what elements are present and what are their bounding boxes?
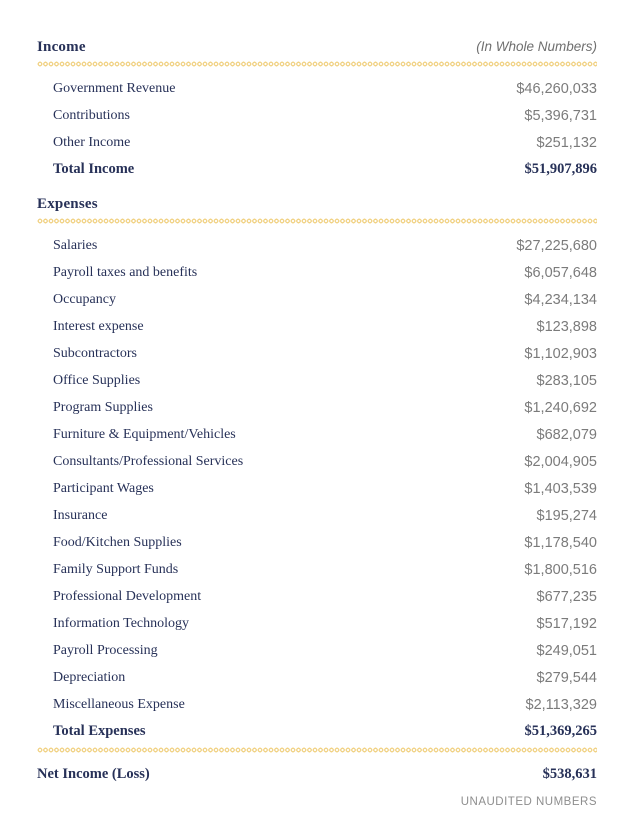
total-expenses-row (37, 718, 597, 745)
line-item-label: Government Revenue (53, 80, 176, 96)
line-item-label: Family Support Funds (53, 561, 179, 577)
line-item-row (37, 475, 597, 502)
line-item-value: $195,274 (536, 507, 597, 524)
units-note: (In Whole Numbers) (476, 39, 597, 54)
line-item-label: Occupancy (53, 291, 116, 307)
unaudited-note: UNAUDITED NUMBERS (460, 796, 597, 808)
line-item-row (37, 75, 597, 102)
line-item-row (37, 232, 597, 259)
line-item-label: Furniture & Equipment/Vehicles (53, 426, 236, 442)
line-item-value: $5,396,731 (524, 107, 597, 124)
line-item-label: Program Supplies (53, 399, 153, 415)
net-income-value: $538,631 (542, 766, 597, 782)
line-item-row (37, 529, 597, 556)
line-item-value: $2,113,329 (525, 696, 597, 713)
line-item-row (37, 340, 597, 367)
line-item-label: Consultants/Professional Services (53, 453, 244, 469)
total-income-value: $51,907,896 (524, 161, 597, 177)
line-item-value: $279,544 (536, 669, 597, 686)
line-item-row (37, 367, 597, 394)
line-item-value: $1,102,903 (524, 345, 597, 362)
expenses-rows (37, 232, 597, 718)
line-item-row (37, 637, 597, 664)
line-item-label: Participant Wages (53, 480, 154, 496)
line-item-row (37, 129, 597, 156)
line-item-value: $1,800,516 (524, 561, 597, 578)
line-item-value: $283,105 (536, 372, 597, 389)
line-item-row (37, 502, 597, 529)
line-item-row (37, 448, 597, 475)
line-item-label: Subcontractors (53, 345, 137, 361)
line-item-label: Payroll taxes and benefits (53, 264, 198, 280)
line-item-value: $517,192 (536, 615, 597, 632)
line-item-label: Contributions (53, 107, 131, 123)
line-item-label: Professional Development (53, 588, 202, 604)
line-item-label: Miscellaneous Expense (53, 696, 185, 712)
income-header: Income (37, 39, 86, 55)
line-item-value: $46,260,033 (516, 80, 597, 97)
line-item-value: $4,234,134 (524, 291, 597, 308)
line-item-label: Food/Kitchen Supplies (53, 534, 182, 550)
line-item-value: $1,403,539 (524, 480, 597, 497)
line-item-row (37, 583, 597, 610)
total-expenses-label: Total Expenses (53, 723, 146, 739)
line-item-row (37, 259, 597, 286)
line-item-value: $1,240,692 (524, 399, 597, 416)
line-item-row (37, 313, 597, 340)
line-item-row (37, 394, 597, 421)
net-income-label: Net Income (Loss) (37, 766, 150, 782)
line-item-value: $2,004,905 (524, 453, 597, 470)
income-rows (37, 75, 597, 156)
line-item-label: Payroll Processing (53, 642, 158, 658)
line-item-value: $6,057,648 (524, 264, 597, 281)
net-income-row (37, 761, 597, 788)
total-expenses-value: $51,369,265 (524, 723, 597, 739)
section-divider (37, 61, 597, 67)
income-section (37, 38, 597, 183)
total-income-label: Total Income (53, 161, 135, 177)
expenses-section-head (37, 195, 597, 213)
line-item-row (37, 102, 597, 129)
line-item-value: $251,132 (536, 134, 597, 151)
line-item-value: $27,225,680 (516, 237, 597, 254)
line-item-row (37, 556, 597, 583)
line-item-label: Interest expense (53, 318, 144, 334)
line-item-label: Other Income (53, 134, 131, 150)
line-item-row (37, 286, 597, 313)
section-divider (37, 747, 597, 753)
line-item-value: $677,235 (536, 588, 597, 605)
income-section-head (37, 38, 597, 56)
line-item-row (37, 664, 597, 691)
line-item-label: Office Supplies (53, 372, 141, 388)
line-item-label: Insurance (53, 507, 108, 523)
line-item-label: Information Technology (53, 615, 190, 631)
line-item-value: $1,178,540 (524, 534, 597, 551)
expenses-section (37, 195, 597, 745)
line-item-value: $123,898 (536, 318, 597, 335)
line-item-row (37, 610, 597, 637)
section-divider (37, 218, 597, 224)
line-item-value: $249,051 (536, 642, 597, 659)
expenses-header: Expenses (37, 196, 98, 212)
line-item-value: $682,079 (536, 426, 597, 443)
line-item-row (37, 421, 597, 448)
line-item-label: Salaries (53, 237, 98, 253)
line-item-row (37, 691, 597, 718)
line-item-label: Depreciation (53, 669, 126, 685)
total-income-row (37, 156, 597, 183)
